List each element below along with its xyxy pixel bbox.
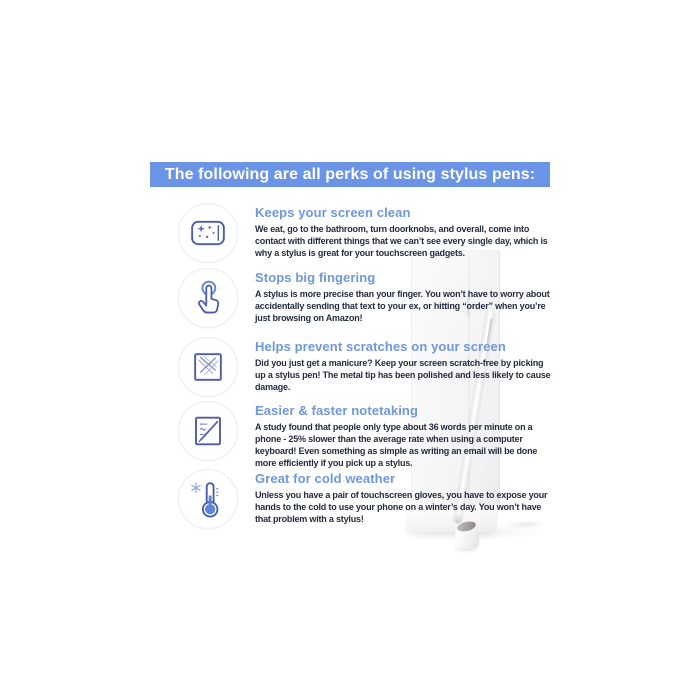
perk-title: Easier & faster notetaking — [255, 403, 418, 418]
perk-text — [255, 268, 553, 328]
perk-text — [255, 337, 553, 397]
perk-item — [178, 469, 618, 529]
notetaking-icon — [178, 401, 238, 461]
banner-title: The following are all perks of using stylus pens: — [164, 165, 536, 183]
perk-item — [178, 203, 618, 263]
perk-title: Stops big fingering — [255, 270, 376, 285]
perk-title: Helps prevent scratches on your screen — [255, 339, 506, 354]
finger-tap-icon — [178, 268, 238, 328]
cold-weather-icon — [178, 469, 238, 529]
perk-item — [178, 401, 618, 469]
perk-text — [255, 401, 553, 469]
perk-description: Unless you have a pair of touchscreen gloves, you have to expose your hands to the cold to use your phone on a winter’s day. You won’t have that problem with a stylus! — [255, 490, 548, 524]
perk-title: Keeps your screen clean — [255, 205, 411, 220]
perk-text — [255, 203, 553, 263]
perk-text — [255, 469, 553, 529]
perk-description: A study found that people only type about 36 words per minute on a phone - 25% slower than the average rate when using a computer keyboard! Even something as simple as writing an email will be done more efficiently if you pick up a stylus. — [255, 422, 538, 468]
perk-item — [178, 268, 618, 328]
perk-description: We eat, go to the bathroom, turn doorknobs, and overall, come into contact with different things that we can’t see every single day, which is why a stylus is great for your touchscreen gadgets. — [255, 224, 548, 258]
perk-description: A stylus is more precise than your finger. You won’t have to worry about accidentally sending that text to your ex, or hitting “order” when you’re just browsing on Amazon! — [255, 289, 550, 323]
scratch-prevention-icon — [178, 337, 238, 397]
section-banner — [150, 162, 550, 187]
perk-title: Great for cold weather — [255, 471, 396, 486]
perk-description: Did you just get a manicure? Keep your screen scratch-free by picking up a stylus pen! The metal tip has been polished and less likely to cause damage. — [255, 358, 551, 392]
perk-item — [178, 337, 618, 397]
screen-clean-icon — [178, 203, 238, 263]
